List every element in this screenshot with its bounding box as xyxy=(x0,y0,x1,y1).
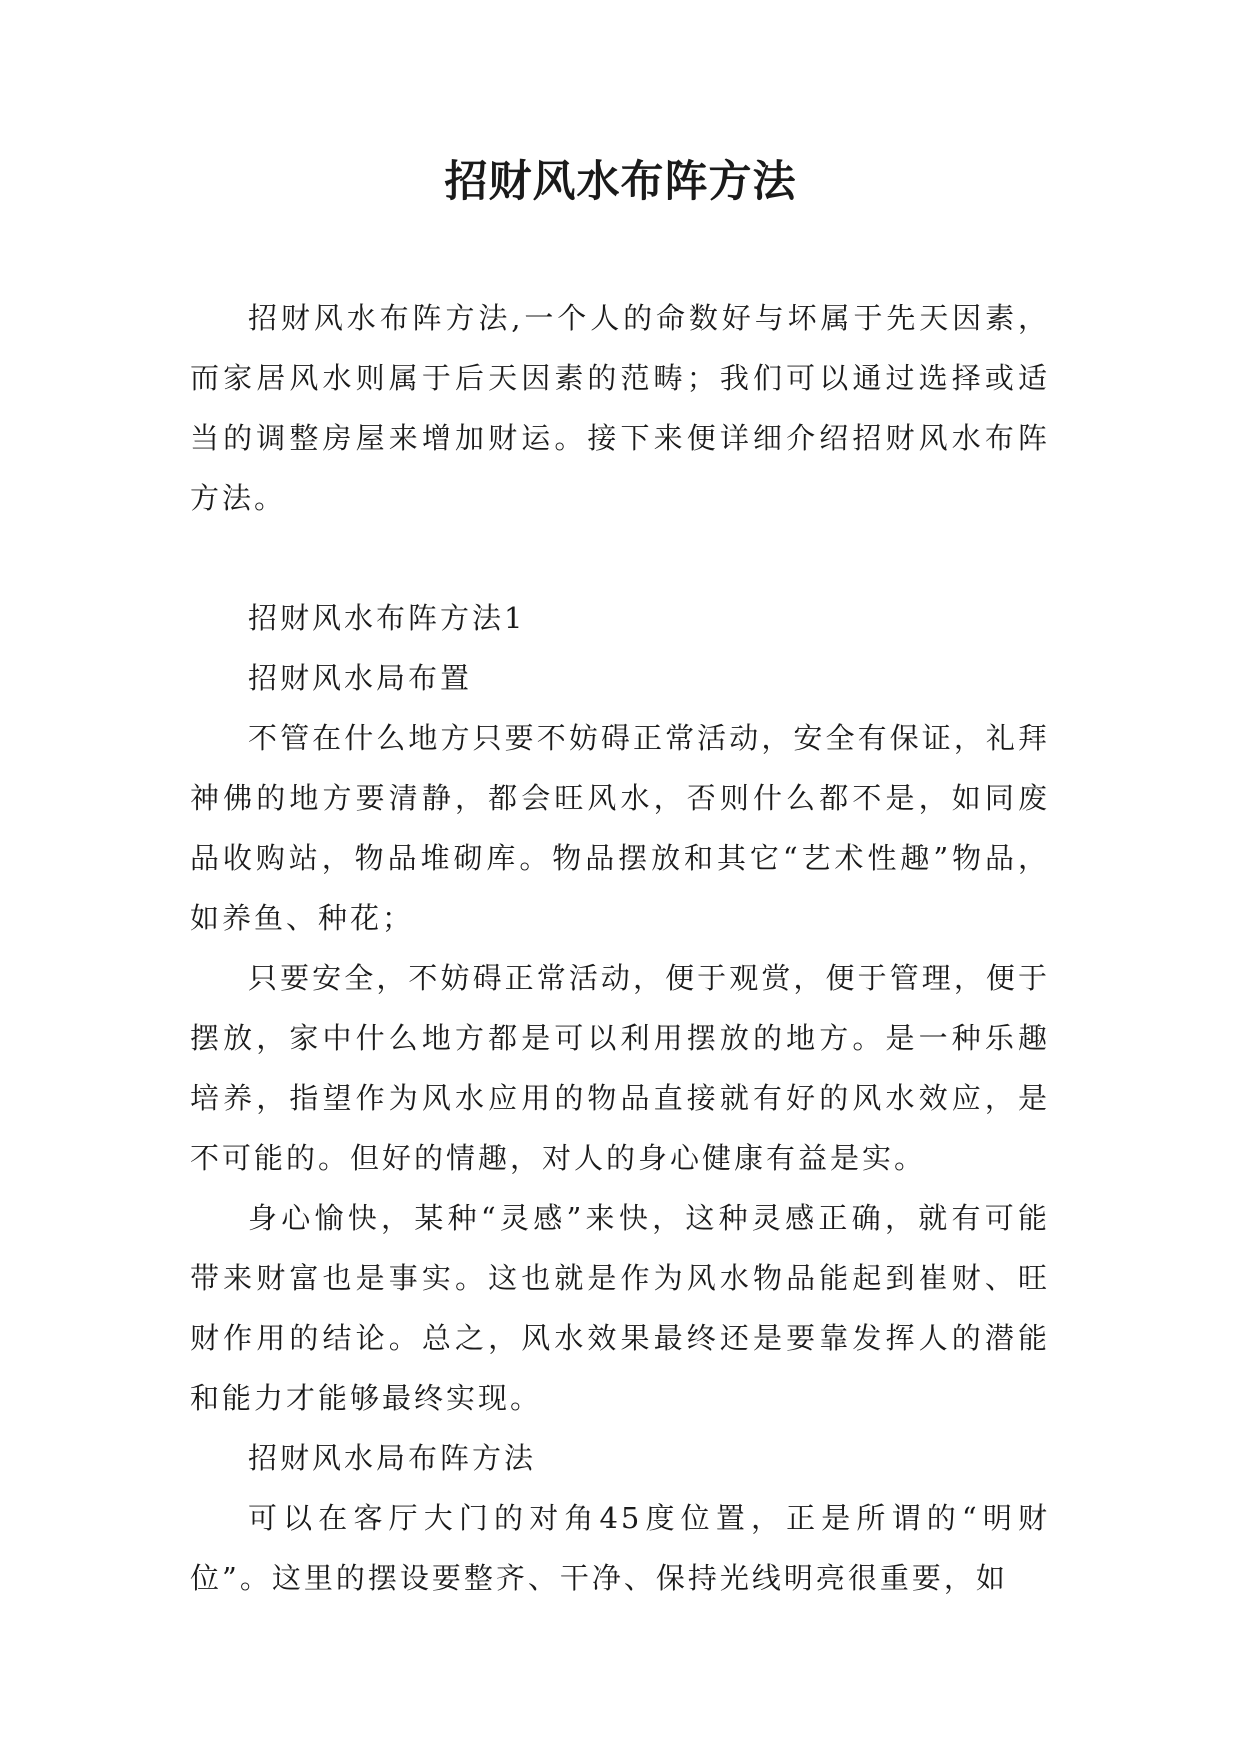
section-heading: 招财风水布阵方法1 xyxy=(248,601,526,635)
body-paragraph: 只要安全，不妨碍正常活动，便于观赏，便于管理，便于摆放，家中什么地方都是可以利用摆放的地方。是一种乐趣培养，指望作为风水应用的物品直接就有好的风水效应，是不可能的。但好的情趣，对人的身心健康有益是实。 xyxy=(190,961,1050,1175)
body-paragraph: 不管在什么地方只要不妨碍正常活动，安全有保证，礼拜神佛的地方要清静，都会旺风水，否则什么都不是，如同废品收购站，物品堆砌库。物品摆放和其它“艺术性趣”物品，如养鱼、种花； xyxy=(190,721,1050,935)
intro-paragraph: 招财风水布阵方法,一个人的命数好与坏属于先天因素，而家居风水则属于后天因素的范畴；我们可以通过选择或适当的调整房屋来增加财运。接下来便详细介绍招财风水布阵方法。 xyxy=(190,301,1050,515)
paragraph-spacer xyxy=(190,528,1050,588)
subheading-layout: 招财风水局布置 xyxy=(248,661,473,695)
document-body xyxy=(190,288,1050,1608)
body-paragraph: 身心愉快，某种“灵感”来快，这种灵感正确，就有可能带来财富也是事实。这也就是作为风水物品能起到崔财、旺财作用的结论。总之，风水效果最终还是要靠发挥人的潜能和能力才能够最终实现。 xyxy=(190,1201,1050,1415)
document-title: 招财风水布阵方法 xyxy=(444,157,797,207)
subheading-method: 招财风水局布阵方法 xyxy=(248,1441,537,1475)
body-paragraph: 可以在客厅大门的对角45度位置，正是所谓的“明财位”。这里的摆设要整齐、干净、保持光线明亮很重要，如 xyxy=(190,1501,1050,1595)
